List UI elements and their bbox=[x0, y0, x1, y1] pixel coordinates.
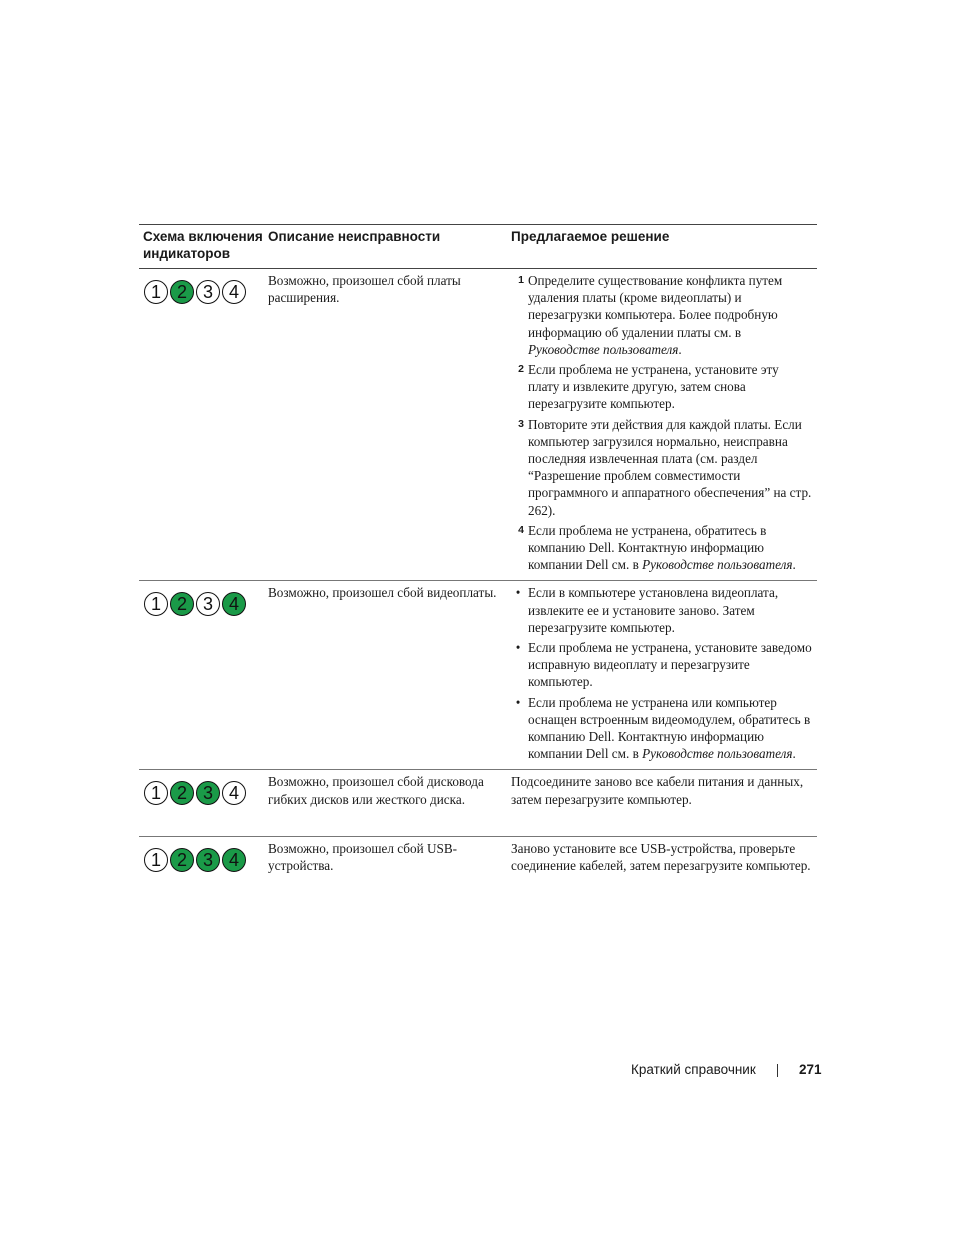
led-1-icon: 1 bbox=[144, 280, 168, 304]
suggested-solution: Заново установите все USB-устройства, проверьте соединение кабелей, затем перезагрузите компьютер. bbox=[511, 840, 811, 874]
step-tail: . bbox=[678, 341, 682, 357]
solution-step bbox=[511, 522, 813, 574]
solution-bullet bbox=[511, 639, 813, 691]
problem-description: Возможно, произошел сбой USB-устройства. bbox=[268, 840, 458, 874]
solution-step bbox=[511, 416, 813, 519]
suggested-solution bbox=[511, 272, 817, 576]
led-pattern bbox=[139, 773, 268, 807]
problem-description: Возможно, произошел сбой видеоплаты. bbox=[268, 585, 497, 601]
step-tail: . bbox=[792, 557, 796, 573]
step-text: Если проблема не устранена, установите эту плату и извлеките другую, затем снова перезагрузите компьютер. bbox=[528, 362, 779, 412]
page-number: 271 bbox=[799, 1062, 822, 1077]
diagnostic-lights-table bbox=[139, 224, 817, 878]
led-4-icon: 4 bbox=[222, 781, 246, 805]
led-3-icon: 3 bbox=[196, 848, 220, 872]
bullet-text: Если проблема не устранена, установите заведомо исправную видеоплату и перезагрузите компьютер. bbox=[528, 640, 812, 690]
bullet-text: Если проблема не устранена или компьютер оснащен встроенным видеомодулем, обратитесь в компанию Dell. Контактную информацию компании Dell см. в bbox=[528, 694, 811, 762]
problem-description: Возможно, произошел сбой платы расширения. bbox=[268, 273, 461, 306]
manual-reference: Руководстве пользователя bbox=[642, 557, 793, 573]
step-number: 4 bbox=[518, 523, 524, 536]
led-1-icon: 1 bbox=[144, 592, 168, 616]
step-text: Повторите эти действия для каждой платы. Если компьютер загрузился нормально, неисправна последняя извлеченная плата (см. раздел “Разрешение проблем совместимости программного и аппаратного обеспечения” на стр. 262). bbox=[528, 416, 812, 518]
led-2-icon: 2 bbox=[170, 280, 194, 304]
table-row bbox=[139, 269, 817, 581]
bullet-tail: . bbox=[792, 746, 796, 762]
step-number: 3 bbox=[518, 417, 524, 430]
problem-description: Возможно, произошел сбой дисковода гибких дисков или жесткого диска. bbox=[268, 774, 484, 807]
solution-bullet bbox=[511, 694, 813, 763]
step-text: Определите существование конфликта путем удаления платы (кроме видеоплаты) и перезагрузки компьютера. Более подробную информацию об удалении платы см. в bbox=[528, 273, 783, 340]
table-header bbox=[139, 225, 817, 269]
header-description: Описание неисправности bbox=[268, 229, 441, 244]
led-1-icon: 1 bbox=[144, 848, 168, 872]
footer-divider bbox=[777, 1064, 778, 1077]
section-title: Краткий справочник bbox=[631, 1062, 756, 1077]
led-4-icon: 4 bbox=[222, 848, 246, 872]
step-number: 2 bbox=[518, 363, 524, 376]
led-3-icon: 3 bbox=[196, 280, 220, 304]
table-row bbox=[139, 581, 817, 770]
manual-reference: Руководстве пользователя bbox=[528, 341, 679, 357]
led-pattern bbox=[139, 272, 268, 576]
solution-bullet bbox=[511, 584, 813, 636]
table-row bbox=[139, 770, 817, 836]
led-2-icon: 2 bbox=[170, 592, 194, 616]
step-text: Если проблема не устранена, обратитесь в компанию Dell. Контактную информацию компании Dell см. в bbox=[528, 522, 767, 573]
bullet-icon: • bbox=[515, 694, 521, 710]
bullet-icon: • bbox=[515, 640, 521, 656]
page-footer bbox=[620, 1062, 820, 1082]
solution-step bbox=[511, 272, 813, 358]
led-2-icon: 2 bbox=[170, 781, 194, 805]
header-solution: Предлагаемое решение bbox=[511, 229, 670, 244]
bullet-text: Если в компьютере установлена видеоплата, извлеките ее и установите заново. Затем перезагрузите компьютер. bbox=[528, 585, 779, 635]
led-4-icon: 4 bbox=[222, 280, 246, 304]
solution-step bbox=[511, 361, 813, 413]
led-1-icon: 1 bbox=[144, 781, 168, 805]
led-3-icon: 3 bbox=[196, 592, 220, 616]
bullet-icon: • bbox=[515, 585, 521, 601]
led-3-icon: 3 bbox=[196, 781, 220, 805]
led-pattern bbox=[139, 840, 268, 874]
led-pattern bbox=[139, 584, 268, 765]
table-row bbox=[139, 837, 817, 878]
led-4-icon: 4 bbox=[222, 592, 246, 616]
led-2-icon: 2 bbox=[170, 848, 194, 872]
header-pattern: Схема включения индикаторов bbox=[143, 229, 263, 261]
suggested-solution bbox=[511, 584, 817, 765]
manual-reference: Руководстве пользователя bbox=[642, 746, 793, 762]
step-number: 1 bbox=[518, 274, 524, 286]
suggested-solution: Подсоедините заново все кабели питания и данных, затем перезагрузите компьютер. bbox=[511, 774, 804, 807]
